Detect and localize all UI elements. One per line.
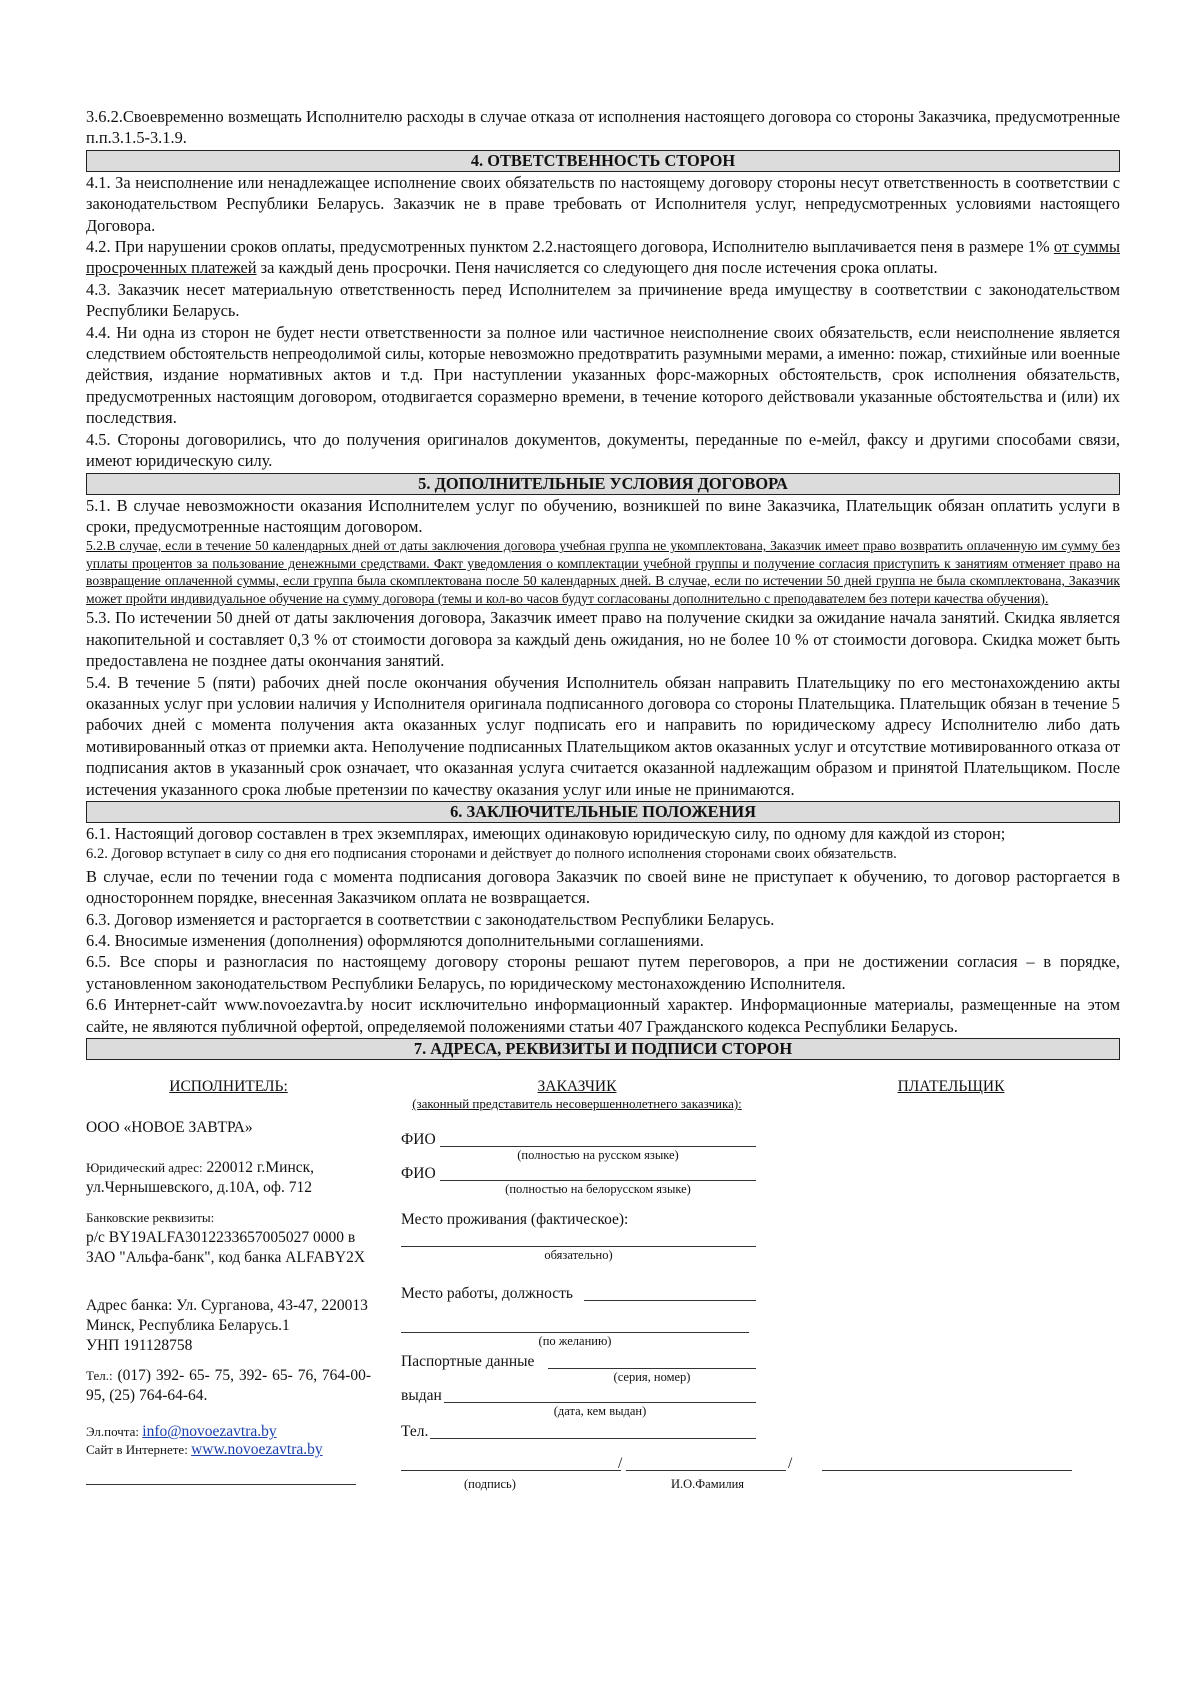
work-field-line2[interactable] [401,1332,749,1333]
clause-5-2: 5.2.В случае, если в течение 50 календарных дней от даты заключения договора учебная группа не укомплектована, Заказчик имеет право возвратить оплаченную им сумму без уплаты процентов за пользование денежными средствами. Факт уведомления о комплектации учебной группы и получение согласия приступить к занятиям отменяет право на возвращение оплаченной суммы, если группа была скомплектована после 50 календарных дней. В случае, если по истечении 50 дней группа не была скомплектована, Заказчик может пройти индивидуальное обучение на сумму договора (темы и кол-во часов будут согласованы дополнительно с преподавателем без потери качества обучения). [86,538,1120,606]
section-6-title: 6. ЗАКЛЮЧИТЕЛЬНЫЕ ПОЛОЖЕНИЯ [86,801,1120,823]
clause-4-2-part-a: 4.2. При нарушении сроков оплаты, предусмотренных пунктом 2.2.настоящего договора, Исполнителю выплачивается пеня в размере 1% [86,237,1054,257]
clause-4-2-part-b: за каждый день просрочки. Пеня начисляется со следующего дня после истечения срока оплаты. [256,258,938,278]
executor-signature-line [86,1484,356,1485]
clause-6-2: 6.2. Договор вступает в силу со дня его подписания сторонами и действует до полного исполнения сторонами своих обязательств. [86,846,897,863]
clause-3-6-2: 3.6.2.Своевременно возмещать Исполнителю расходы в случае отказа от исполнения настоящего договора со стороны Заказчика, предусмотренные п.п.3.1.5-3.1.9. [86,107,1120,148]
executor-name: ООО «НОВОЕ ЗАВТРА» [86,1119,253,1137]
payer-signature-line[interactable] [822,1470,1072,1471]
customer-heading: ЗАКАЗЧИК [537,1078,617,1096]
residence-caption: обязательно) [544,1248,613,1263]
clause-6-1: 6.1. Настоящий договор составлен в трех экземплярах, имеющих одинаковую юридическую силу, по одному для каждой из сторон; [86,823,1006,843]
clause-6-5: 6.5. Все споры и разногласия по настоящему договору стороны решают путем переговоров, а при не достижении согласия – в порядке, установленном законодательством Республики Беларусь, по юридическому местонахождению Исполнителя. [86,952,1120,993]
customer-phone-field[interactable] [430,1438,756,1439]
bank-address: Адрес банка: Ул. Сурганова, 43-47, 220013 Минск, Республика Беларусь.1 [86,1297,368,1335]
customer-subheading: (законный представитель несовершеннолетнего заказчика): [412,1096,742,1112]
phone-label: Тел.: [86,1368,113,1384]
unp: УНП 191128758 [86,1337,193,1355]
clause-5-4: 5.4. В течение 5 (пяти) рабочих дней после окончания обучения Исполнитель обязан направить Плательщику по его местонахождению акты оказанных услуг при условии наличия у Исполнителя оригинала подписанного договора со стороны Плательщика. Плательщик обязан в течение 5 рабочих дней с момента получения акта оказанных услуг подписать его и направить по юридическому адресу Исполнителю либо дать мотивированный отказ от приемки акта. Неполучение подписанных Плательщиком актов оказанных услуг и отсутствие мотивированного отказа от подписания актов в указанный срок означает, что оказанная услуга считается оказанной надлежащим образом и принятой Плательщиком. После истечения указанного срока любые претензии по качеству оказания услуг или иные не принимаются. [86,672,1120,799]
clause-6-3: 6.3. Договор изменяется и расторгается в соответствии с законодательством Республики Беларусь. [86,909,775,929]
work-field[interactable] [584,1300,756,1301]
executor-phone [86,1366,371,1406]
fio-by-caption: (полностью на белорусском языке) [505,1182,691,1197]
issued-field[interactable] [444,1402,756,1403]
clause-4-1: 4.1. За неисполнение или ненадлежащее исполнение своих обязательств по настоящему договору стороны несут ответственность в соответствии с законодательством Республики Беларусь. Заказчик не в праве требовать от Исполнителя услуг, непредусмотренных условиями настоящего Договора. [86,172,1120,235]
clause-6-6: 6.6 Интернет-сайт www.novoezavtra.by носит исключительно информационный характер. Информационные материалы, размещенные на этом сайте, не являются публичной офертой, определяемой положениями статьи 407 Гражданского кодекса Республики Беларусь. [86,995,1120,1036]
phone-value: (017) 392- 65- 75, 392- 65- 76, 764-00-95, (25) 764-64-64. [86,1367,371,1405]
legal-address-value: 220012 г.Минск, ул.Чернышевского, д.10А, оф. 712 [86,1159,315,1197]
passport-label: Паспортные данные [401,1353,535,1371]
work-label: Место работы, должность [401,1285,573,1303]
executor-bank [86,1208,371,1268]
clause-4-2-underlined: от суммы просроченных платежей [86,237,1120,278]
section-4-title: 4. ОТВЕТСТВЕННОСТЬ СТОРОН [86,150,1120,172]
clause-4-4: 4.4. Ни одна из сторон не будет нести ответственности за полное или частичное неисполнение своих обязательств, если неисполнение является следствием обстоятельств непреодолимой силы, которые невозможно предотвратить разумными мерами, а именно: пожар, стихийные или военные действия, издание нормативных актов и т.д. При наступлении указанных форс-мажорных обстоятельств, срок исполнения обязательств, предусмотренных настоящим договором, отодвигается соразмерно времени, в течение которого действовали указанные обстоятельства и (или) их последствия. [86,322,1120,428]
residence-label: Место проживания (фактическое): [401,1211,629,1229]
email-link[interactable]: info@novoezavtra.by [142,1423,277,1441]
clause-4-2 [86,236,1120,279]
bank-value: р/с BY19ALFA3012233657005027 0000 в ЗАО "Альфа-банк", код банка ALFABY2X [86,1229,366,1267]
residence-field[interactable] [401,1246,756,1247]
requisites-block [86,1070,1120,1540]
issued-caption: (дата, кем выдан) [553,1404,647,1419]
contract-page [86,106,1120,1540]
clause-4-5: 4.5. Стороны договорились, что до получения оригиналов документов, документы, переданные по е-мейл, факсу и другими способами связи, имеют юридическую силу. [86,429,1120,471]
fio-by-label: ФИО [401,1165,436,1183]
site-link[interactable]: www.novoezavtra.by [191,1441,323,1459]
email-label: Эл.почта: [86,1424,143,1440]
customer-signature-line[interactable] [401,1470,621,1471]
clause-5-3: 5.3. По истечении 50 дней от даты заключения договора, Заказчик имеет право на получение скидки за ожидание начала занятий. Скидка является накопительной и составляет 0,3 % от стоимости договора за каждый день ожидания, но не более 10 % от стоимости договора. Скидка может быть предоставлена не позднее даты окончания занятий. [86,608,1120,671]
clause-5-1: 5.1. В случае невозможности оказания Исполнителем услуг по обучению, возникшей по вине Заказчика, Плательщик обязан оплатить услуги в сроки, предусмотренные настоящим договором. [86,495,1120,536]
signature-separator-end: / [788,1455,793,1473]
section-5-title: 5. ДОПОЛНИТЕЛЬНЫЕ УСЛОВИЯ ДОГОВОРА [86,473,1120,495]
legal-address-label: Юридический адрес: [86,1160,203,1176]
passport-caption: (серия, номер) [613,1370,691,1385]
payer-heading: ПЛАТЕЛЬЩИК [897,1078,1005,1096]
name-caption: И.О.Фамилия [671,1477,745,1492]
site-label: Сайт в Интернете: [86,1442,192,1458]
fio-ru-caption: (полностью на русском языке) [517,1148,679,1163]
customer-name-line[interactable] [626,1470,786,1471]
issued-label: выдан [401,1387,442,1405]
executor-bank-address [86,1296,371,1356]
clause-4-3: 4.3. Заказчик несет материальную ответственность перед Исполнителем за причинение вреда имуществу в соответствии с законодательством Республики Беларусь. [86,279,1120,321]
clause-6-2-continued: В случае, если по течении года с момента подписания договора Заказчик по своей вине не приступает к обучению, то договор расторгается в одностороннем порядке, внесенная Заказчиком оплата не возвращается. [86,866,1120,908]
clause-6-4: 6.4. Вносимые изменения (дополнения) оформляются дополнительными соглашениями. [86,931,704,950]
signature-caption: (подпись) [464,1477,516,1492]
executor-legal-address [86,1158,371,1198]
passport-field[interactable] [548,1368,756,1369]
fio-by-field[interactable] [440,1180,756,1181]
fio-ru-label: ФИО [401,1131,436,1149]
fio-ru-field[interactable] [440,1146,756,1147]
executor-heading: ИСПОЛНИТЕЛЬ: [169,1078,288,1096]
bank-label: Банковские реквизиты: [86,1210,215,1226]
customer-phone-label: Тел. [401,1423,429,1441]
section-7-title: 7. АДРЕСА, РЕКВИЗИТЫ И ПОДПИСИ СТОРОН [86,1038,1120,1060]
executor-email [86,1422,277,1442]
signature-separator: / [618,1455,623,1473]
executor-site [86,1440,323,1460]
work-caption: (по желанию) [538,1334,612,1349]
